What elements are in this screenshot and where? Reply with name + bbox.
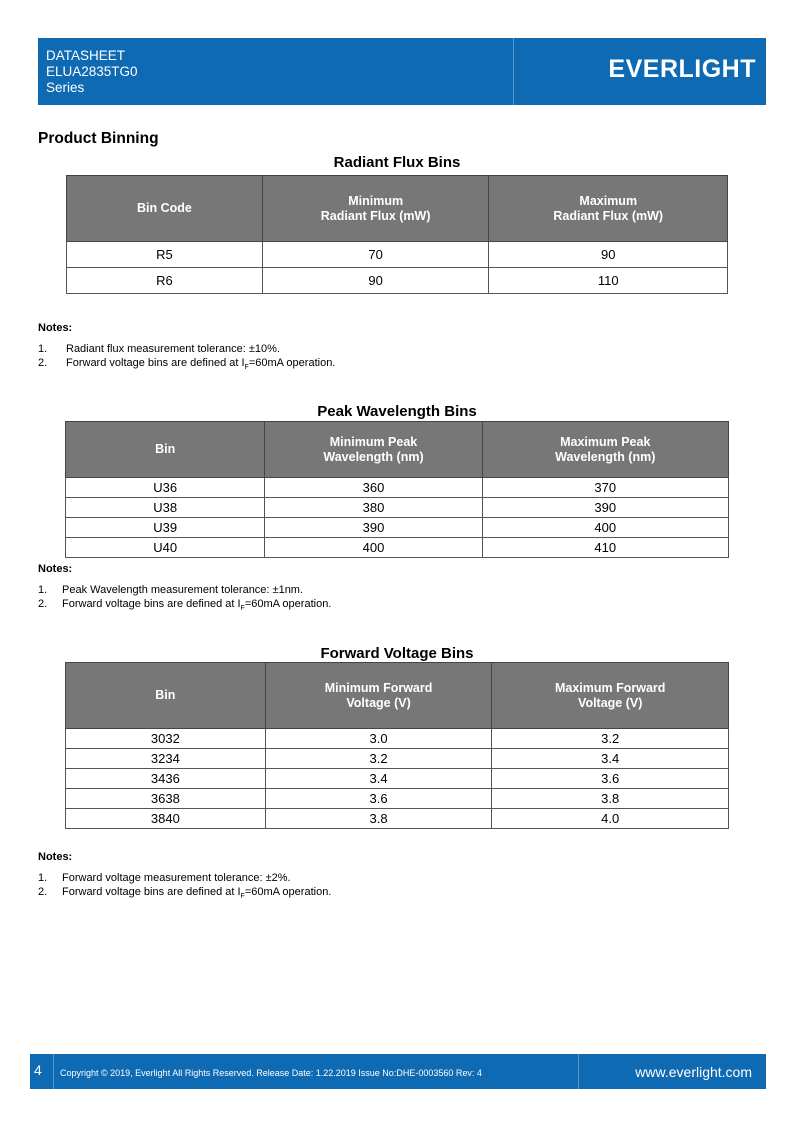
table-cell: 400	[265, 538, 482, 558]
note-item: 2. Forward voltage bins are defined at $I_F=60mA$ operation.	[38, 886, 332, 901]
table-cell: 3234	[66, 749, 266, 769]
table-cell: 3436	[66, 769, 266, 789]
table-cell: 400	[482, 518, 728, 538]
doc-type: DATASHEET	[46, 48, 126, 63]
table-cell: R6	[67, 268, 263, 294]
table-cell: 4.0	[492, 809, 729, 829]
radiant-flux-title: Radiant Flux Bins	[333, 154, 461, 171]
table-row	[66, 769, 729, 789]
table-cell: 360	[265, 478, 482, 498]
column-header: Minimum Forward Voltage (V)	[265, 663, 492, 729]
table-cell: U39	[66, 518, 265, 538]
forward-voltage-title: Forward Voltage Bins	[320, 645, 474, 662]
part-number: ELUA2835TG0	[46, 64, 138, 79]
table-cell: 390	[482, 498, 728, 518]
table-row	[66, 789, 729, 809]
table-cell: 90	[262, 268, 489, 294]
table-cell: 3840	[66, 809, 266, 829]
table-row	[66, 518, 729, 538]
footer-divider	[578, 1054, 579, 1089]
table-cell: 3.6	[492, 769, 729, 789]
column-header: Maximum Peak Wavelength (nm)	[482, 422, 728, 478]
page-header	[38, 38, 766, 105]
table-row	[67, 268, 728, 294]
note-item: 2. Forward voltage bins are defined at $I_F=60mA$ operation.	[38, 357, 336, 372]
column-header: Minimum Radiant Flux (mW)	[262, 176, 489, 242]
table-row	[66, 478, 729, 498]
table-row	[66, 498, 729, 518]
table-cell: 110	[489, 268, 728, 294]
table-cell: 3.0	[265, 729, 492, 749]
table-cell: U40	[66, 538, 265, 558]
footer-divider	[53, 1054, 54, 1089]
page-footer	[30, 1054, 766, 1089]
peak-wavelength-table	[65, 421, 729, 558]
table-cell: 3.4	[265, 769, 492, 789]
website-link[interactable]: www.everlight.com	[635, 1064, 752, 1080]
table-cell: 3032	[66, 729, 266, 749]
table-cell: R5	[67, 242, 263, 268]
column-header: Bin	[66, 422, 265, 478]
column-header: Bin Code	[67, 176, 263, 242]
table-cell: 3638	[66, 789, 266, 809]
column-header: Bin	[66, 663, 266, 729]
note-item: 2. Forward voltage bins are defined at $I_F=60mA$ operation.	[38, 598, 332, 613]
table-cell: 70	[262, 242, 489, 268]
peak-wavelength-notes	[38, 563, 331, 616]
notes-heading: Notes:	[38, 851, 73, 863]
table-cell: 3.4	[492, 749, 729, 769]
page-number: 4	[34, 1062, 42, 1078]
header-divider	[513, 38, 514, 105]
table-row	[66, 749, 729, 769]
everlight-logo: EVERLIGHT	[608, 55, 756, 83]
table-cell: 370	[482, 478, 728, 498]
series-label: Series	[46, 80, 85, 95]
document-info	[46, 48, 138, 96]
note-item: 1. Peak Wavelength measurement tolerance: ±1nm.	[38, 584, 304, 596]
table-cell: 3.2	[265, 749, 492, 769]
section-title: Product Binning	[38, 130, 159, 147]
table-row	[67, 242, 728, 268]
table-cell: U36	[66, 478, 265, 498]
table-cell: 3.6	[265, 789, 492, 809]
table-cell: 390	[265, 518, 482, 538]
table-row	[66, 538, 729, 558]
radiant-flux-notes	[38, 322, 335, 375]
notes-heading: Notes:	[38, 563, 73, 575]
note-item: 1. Radiant flux measurement tolerance: ±10%.	[38, 343, 280, 355]
radiant-flux-table	[66, 175, 728, 294]
table-cell: 90	[489, 242, 728, 268]
note-item: 1. Forward voltage measurement tolerance: ±2%.	[38, 872, 291, 884]
copyright-text: Copyright © 2019, Everlight All Rights Reserved. Release Date: 1.22.2019 Issue No:DHE-0003560 Rev: 4	[60, 1068, 482, 1078]
column-header: Maximum Forward Voltage (V)	[492, 663, 729, 729]
table-cell: 3.8	[265, 809, 492, 829]
table-cell: 380	[265, 498, 482, 518]
table-row	[66, 729, 729, 749]
table-cell: 3.8	[492, 789, 729, 809]
column-header: Minimum Peak Wavelength (nm)	[265, 422, 482, 478]
column-header: Maximum Radiant Flux (mW)	[489, 176, 728, 242]
peak-wavelength-title: Peak Wavelength Bins	[317, 403, 477, 420]
table-cell: 3.2	[492, 729, 729, 749]
table-cell: U38	[66, 498, 265, 518]
table-row	[66, 809, 729, 829]
notes-heading: Notes:	[38, 322, 73, 334]
forward-voltage-table	[65, 662, 729, 829]
forward-voltage-notes	[38, 851, 331, 904]
table-cell: 410	[482, 538, 728, 558]
